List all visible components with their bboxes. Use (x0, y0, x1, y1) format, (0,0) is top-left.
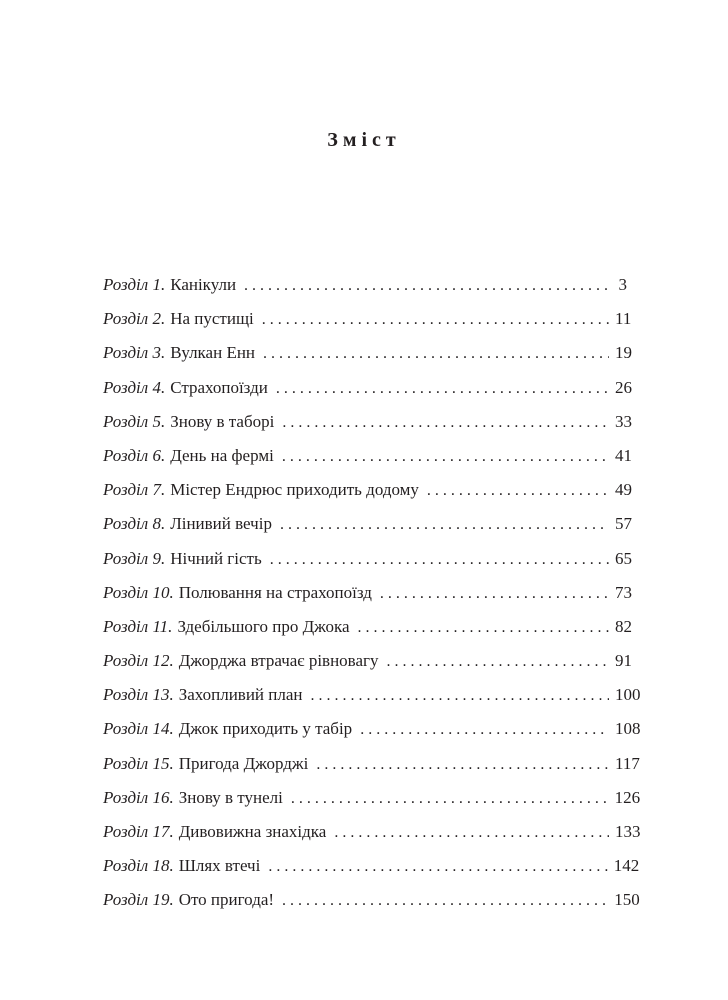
chapter-title: День на фермі (170, 445, 274, 465)
page-number: 26 (615, 377, 632, 397)
toc-entry (103, 819, 641, 853)
dot-leader (316, 752, 609, 778)
dot-leader (291, 786, 609, 812)
chapter-label: Розділ 4. (103, 377, 166, 397)
toc-title: Зміст (327, 129, 401, 152)
chapter-label: Розділ 13. (103, 685, 174, 705)
chapter-label: Розділ 8. (103, 514, 166, 534)
page-number: 142 (613, 856, 640, 876)
toc-entry (103, 751, 640, 785)
page-number: 91 (615, 651, 632, 671)
chapter-label: Розділ 1. (103, 275, 166, 294)
chapter-title: Нічний гість (170, 548, 262, 568)
chapter-label: Розділ 3. (103, 343, 166, 363)
dot-leader (268, 854, 607, 880)
toc-entry (103, 477, 632, 511)
chapter-title: Вулкан Енн (170, 343, 256, 363)
page-number: 11 (615, 309, 632, 329)
chapter-title: Здебільшого про Джока (177, 616, 350, 636)
chapter-label: Розділ 19. (103, 890, 174, 910)
chapter-title: Канікули (170, 275, 237, 294)
chapter-title: Знову в таборі (170, 411, 275, 431)
chapter-title: Шлях втечі (178, 856, 261, 876)
dot-leader (387, 649, 609, 675)
page-number: 150 (614, 890, 640, 910)
page-number: 82 (615, 616, 632, 636)
toc-entry (103, 511, 632, 545)
toc-entry (103, 375, 632, 409)
page-number: 65 (615, 548, 632, 568)
toc-entry (103, 409, 632, 443)
toc-entry (103, 306, 632, 340)
toc-entry (103, 716, 641, 750)
chapter-title: Ото пригода! (178, 890, 275, 910)
toc-list (103, 272, 641, 922)
chapter-title: Лінивий вечір (170, 514, 272, 534)
page-number: 41 (615, 445, 632, 465)
dot-leader (262, 307, 609, 333)
toc-entry (103, 785, 641, 819)
chapter-title: Містер Ендрюс приходить додому (170, 480, 419, 500)
dot-leader (358, 615, 609, 641)
chapter-title: Джок приходить у табір (178, 719, 353, 739)
page-number: 133 (615, 822, 641, 841)
page-number: 73 (615, 582, 632, 602)
chapter-label: Розділ 7. (103, 480, 166, 500)
chapter-label: Розділ 12. (103, 651, 174, 671)
dot-leader (427, 478, 609, 504)
chapter-title: Джорджа втрачає рівновагу (178, 651, 379, 671)
dot-leader (311, 683, 610, 709)
chapter-label: Розділ 14. (103, 719, 174, 739)
dot-leader (270, 547, 609, 573)
chapter-title: Страхопоїзди (170, 377, 268, 397)
toc-entry (103, 580, 632, 614)
chapter-label: Розділ 6. (103, 445, 166, 465)
dot-leader (263, 341, 609, 367)
toc-entry (103, 887, 640, 921)
dot-leader (282, 444, 609, 470)
toc-entry (103, 546, 632, 580)
dot-leader (334, 820, 609, 846)
toc-entry (103, 443, 632, 477)
page-number: 33 (615, 411, 632, 431)
dot-leader (280, 512, 609, 538)
toc-entry (103, 272, 627, 306)
page-number: 108 (615, 719, 641, 739)
dot-leader (360, 717, 609, 743)
chapter-label: Розділ 11. (103, 616, 173, 636)
dot-leader (380, 581, 609, 607)
page-number: 19 (615, 343, 632, 363)
page-number: 3 (618, 275, 627, 294)
chapter-label: Розділ 17. (103, 822, 174, 841)
toc-entry (103, 682, 641, 716)
dot-leader (244, 273, 609, 299)
chapter-title: Знову в тунелі (178, 787, 283, 807)
chapter-title: Пригода Джорджі (178, 753, 309, 773)
toc-entry (103, 614, 632, 648)
chapter-label: Розділ 9. (103, 548, 166, 568)
toc-entry (103, 340, 632, 374)
dot-leader (282, 888, 608, 914)
chapter-label: Розділ 10. (103, 582, 174, 602)
page-number: 57 (615, 514, 632, 534)
toc-entry (103, 853, 640, 887)
dot-leader (276, 376, 609, 402)
chapter-label: Розділ 18. (103, 856, 174, 876)
chapter-title: На пустищі (170, 309, 254, 329)
dot-leader (282, 410, 609, 436)
chapter-title: Захопливий план (178, 685, 303, 705)
chapter-label: Розділ 2. (103, 309, 166, 329)
chapter-label: Розділ 5. (103, 411, 166, 431)
chapter-title: Полювання на страхопоїзд (178, 582, 372, 602)
page-number: 49 (615, 480, 632, 500)
page-number: 100 (615, 685, 641, 705)
chapter-label: Розділ 16. (103, 787, 174, 807)
page-number: 117 (615, 753, 640, 773)
chapter-label: Розділ 15. (103, 753, 174, 773)
chapter-title: Дивовижна знахідка (178, 822, 327, 841)
toc-entry (103, 648, 632, 682)
page-number: 126 (614, 787, 641, 807)
